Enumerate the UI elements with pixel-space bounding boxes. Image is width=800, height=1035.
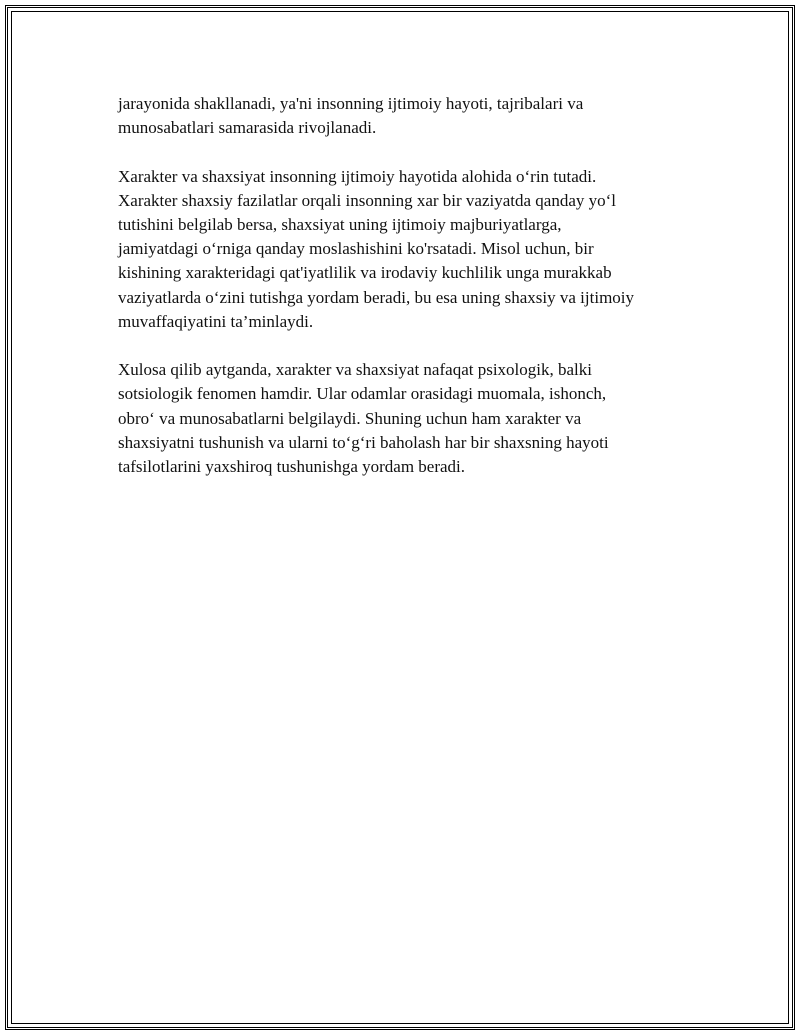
paragraph-continuation: jarayonida shakllanadi, ya'ni insonning ijtimoiy hayoti, tajribalari va munosabatlari samarasida rivojlanadi. (118, 94, 584, 138)
paragraph-character-and-personality: Xarakter va shaxsiyat insonning ijtimoiy hayotida alohida o‘rin tutadi. Xarakter shaxsiy fazilatlar orqali insonning xar bir vaziyatda qanday yo‘l tutishini belgilab bersa, shaxsiyat uning ijtimoiy majburiyatlarga, jamiyatdagi o‘rniga qanday moslashishini ko'rsatadi. Misol uchun, bir kishining xarakteridagi qat'iyatlilik va irodaviy kuchlilik unga murakkab vaziyatlarda o‘zini tutishga yordam beradi, bu esa uning shaxsiy va ijtimoiy muvaffaqiyatini ta’minlaydi. (118, 166, 635, 331)
document-body (118, 92, 698, 503)
paragraph-conclusion: Xulosa qilib aytganda, xarakter va shaxsiyat nafaqat psixologik, balki sotsiologik fenomen hamdir. Ular odamlar orasidagi muomala, ishonch, obro‘ va munosabatlarni belgilaydi. Shuning uchun ham xarakter va shaxsiyatni tushunish va ularni to‘g‘ri baholash har bir shaxsning hayoti tafsilotlarini yaxshiroq tushunishga yordam beradi. (118, 360, 609, 477)
